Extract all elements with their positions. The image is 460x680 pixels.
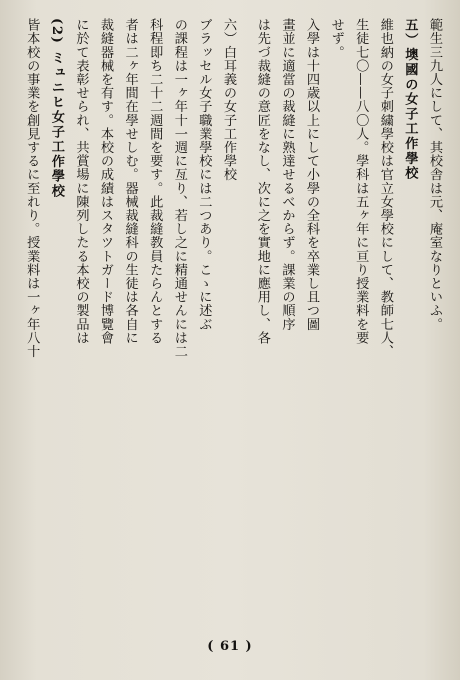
left-text-column bbox=[24, 18, 240, 616]
text-line: 畫並に適當の裁縫に熟達せるべからず。課業の順序 bbox=[279, 18, 295, 331]
right-text-column bbox=[248, 18, 446, 616]
text-line: 維也納の女子刺繍學校は官立女學校にして、教師七人、 bbox=[377, 18, 393, 358]
section-heading: 五）墺國の女子工作學校 bbox=[402, 18, 418, 181]
page-number: ( 61 ) bbox=[207, 639, 253, 654]
text-line: 皆本校の事業を創見するに至れり。授業料は一ヶ年八十 bbox=[24, 18, 40, 358]
text-line: 範生三九人にして、其校舎は元、庵室なりといふ。 bbox=[427, 18, 442, 331]
text-line: 生徒七〇——八〇人。學科は五ヶ年に亘り授業料を要 bbox=[353, 18, 369, 345]
text-line: に於て表彰せられ、共賞場に陳列したる本校の製品は bbox=[73, 18, 89, 345]
text-line: せず。 bbox=[328, 18, 344, 59]
text-line: の課程は一ヶ年十一週に亙り、若し之に精通せんには二 bbox=[171, 18, 187, 358]
text-line: は先づ裁縫の意匠をなし、次に之を實地に應用し、各 bbox=[254, 18, 270, 345]
text-line: 者は二ヶ年間在學せしむ。器械裁縫科の生徒は各自に bbox=[122, 18, 138, 345]
section-heading: (2) ミュニヒ女子工作學校 bbox=[48, 18, 64, 199]
text-line: 入學は十四歳以上にして小學の全科を卒業し且つ圖 bbox=[304, 18, 320, 331]
text-line: ブラッセル女子職業學校には二つあり。こゝに述ぶ bbox=[196, 18, 212, 331]
text-line: 裁縫器械を有す。本校の成績はスタツトガード博覽會 bbox=[98, 18, 114, 345]
text-line: 六）白耳義の女子工作學校 bbox=[221, 18, 236, 182]
text-line: 科程即ち二十二週間を要す。此裁縫教員たらんとする bbox=[147, 18, 163, 345]
